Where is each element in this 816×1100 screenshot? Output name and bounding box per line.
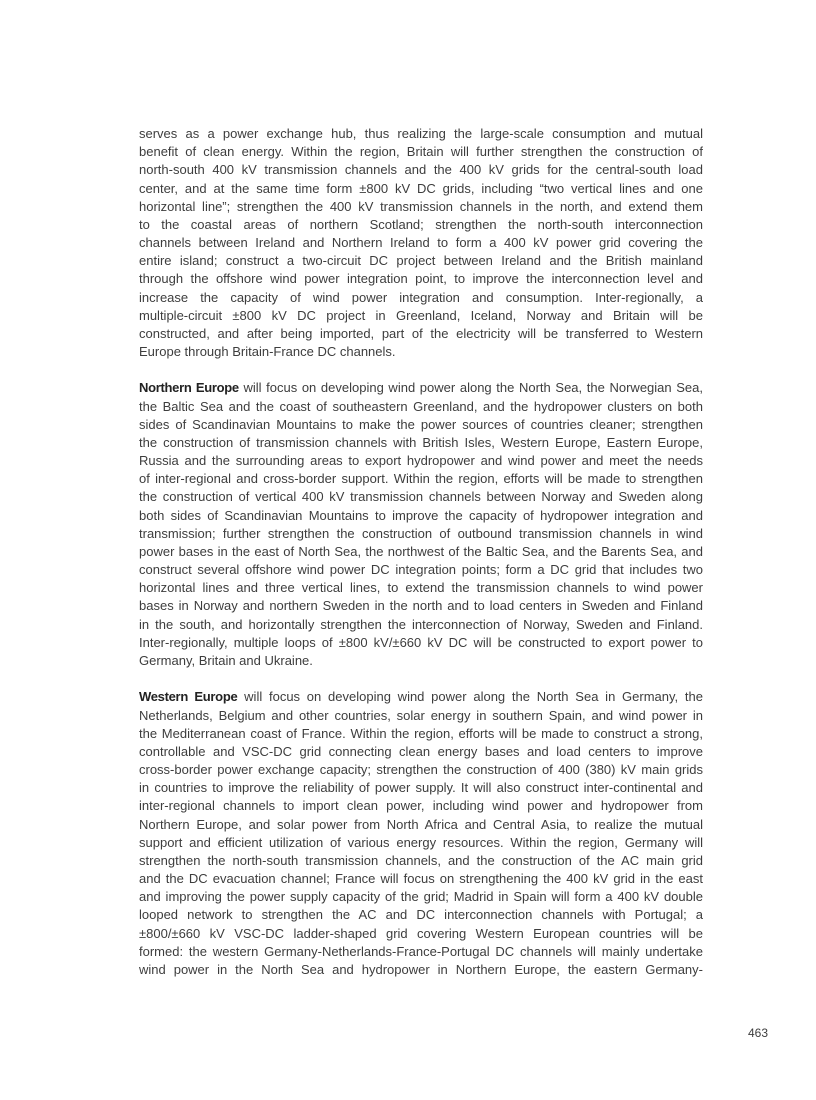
text-line	[139, 561, 703, 579]
line-text: the Baltic Sea and the coast of southeastern Greenland, and the hydropower clusters on both	[139, 398, 703, 414]
line-text: Inter-regionally, multiple loops of ±800 kV/±660 kV DC will be constructed to export power to	[139, 634, 703, 650]
text-line	[139, 634, 703, 652]
line-text: formed: the western Germany-Netherlands-France-Portugal DC channels will mainly undertake	[139, 943, 703, 959]
text-line	[139, 707, 703, 725]
text-line	[139, 416, 703, 434]
text-line	[139, 270, 703, 288]
text-line	[139, 725, 703, 743]
text-line	[139, 961, 703, 979]
line-text: benefit of clean energy. Within the region, Britain will further strengthen the construction of	[139, 144, 703, 160]
paragraph	[139, 688, 703, 979]
text-line	[139, 470, 703, 488]
line-text: support and efficient utilization of various energy resources. Within the region, Germany will	[139, 834, 703, 850]
line-text: will focus on developing wind power along the North Sea, the Norwegian Sea,	[238, 380, 703, 396]
line-text: constructed, and after being imported, part of the electricity will be transferred to Western	[139, 325, 703, 341]
line-text: horizontal line”; strengthen the 400 kV transmission channels in the north, and extend them	[139, 198, 703, 214]
text-line	[139, 834, 703, 852]
line-text: wind power in the North Sea and hydropower in Northern Europe, the eastern Germany-	[139, 961, 703, 977]
line-text: controllable and VSC-DC grid connecting clean energy bases and load centers to improve	[139, 743, 703, 759]
line-text: Germany, Britain and Ukraine.	[139, 653, 313, 668]
text-line	[139, 525, 703, 543]
text-line	[139, 543, 703, 561]
line-text: north-south 400 kV transmission channels and the 400 kV grids for the central-south load	[139, 162, 703, 178]
text-line	[139, 234, 703, 252]
line-text: to the coastal areas of northern Scotland; strengthen the north-south interconnection	[139, 216, 703, 232]
line-text: strengthen the north-south transmission channels, and the construction of the AC main grid	[139, 852, 703, 868]
line-text: the construction of transmission channels with British Isles, Western Europe, Eastern Europe,	[139, 434, 703, 450]
text-line	[139, 761, 703, 779]
text-line	[139, 143, 703, 161]
line-text: cross-border power exchange capacity; strengthen the construction of 400 (380) kV main grids	[139, 762, 703, 778]
text-line	[139, 379, 703, 397]
line-text: through the offshore wind power integration point, to improve the interconnection level and	[139, 271, 703, 287]
line-text: of inter-regional and cross-border support. Within the region, efforts will be made to strengthen	[139, 471, 703, 487]
line-text: the construction of vertical 400 kV transmission channels between Norway and Sweden along	[139, 489, 703, 505]
text-line	[139, 216, 703, 234]
line-text: Netherlands, Belgium and other countries, solar energy in southern Spain, and wind power in	[139, 707, 703, 723]
line-text: the Mediterranean coast of France. Within the region, efforts will be made to construct a strong,	[139, 725, 703, 741]
text-line	[139, 743, 703, 761]
line-text: in the south, and horizontally strengthen the interconnection of Norway, Sweden and Finland.	[139, 616, 703, 632]
text-line	[139, 688, 703, 706]
line-text: Northern Europe, and solar power from North Africa and Central Asia, to realize the mutual	[139, 816, 703, 832]
text-line	[139, 343, 703, 361]
text-line	[139, 597, 703, 615]
text-line	[139, 852, 703, 870]
text-line	[139, 888, 703, 906]
text-line	[139, 925, 703, 943]
text-line	[139, 180, 703, 198]
text-line	[139, 434, 703, 452]
text-line	[139, 779, 703, 797]
line-text: and improving the power supply capacity of the grid; Madrid in Spain will form a 400 kV double	[139, 889, 703, 905]
text-line	[139, 507, 703, 525]
text-line	[139, 398, 703, 416]
line-text: both sides of Scandinavian Mountains to improve the capacity of hydropower integration and	[139, 507, 703, 523]
text-line	[139, 488, 703, 506]
text-line	[139, 125, 703, 143]
line-text: and the DC evacuation channel; France will focus on strengthening the 400 kV grid in the east	[139, 871, 703, 887]
line-text: horizontal lines and three vertical lines, to extend the transmission channels to wind power	[139, 580, 703, 596]
line-text: channels between Ireland and Northern Ireland to form a 400 kV power grid covering the	[139, 235, 703, 251]
text-line	[139, 161, 703, 179]
text-line	[139, 307, 703, 325]
body-text	[139, 125, 703, 997]
line-text: entire island; construct a two-circuit DC project between Ireland and the British mainland	[139, 253, 703, 269]
text-line	[139, 652, 703, 670]
text-line	[139, 816, 703, 834]
line-text: transmission; further strengthen the construction of outbound transmission channels in wind	[139, 525, 703, 541]
text-line	[139, 325, 703, 343]
line-text: multiple-circuit ±800 kV DC project in Greenland, Iceland, Norway and Britain will be	[139, 307, 703, 323]
text-line	[139, 198, 703, 216]
page-number: 463	[748, 1026, 769, 1040]
text-line	[139, 870, 703, 888]
text-line	[139, 616, 703, 634]
line-text: inter-regional channels to import clean power, including wind power and hydropower from	[139, 798, 703, 814]
text-line	[139, 943, 703, 961]
text-line	[139, 252, 703, 270]
line-text: center, and at the same time form ±800 kV DC grids, including “two vertical lines and one	[139, 180, 703, 196]
text-line	[139, 906, 703, 924]
line-text: looped network to strengthen the AC and DC interconnection channels with Portugal; a	[139, 907, 703, 923]
paragraph-lead-in: Western Europe	[139, 689, 238, 705]
paragraph	[139, 379, 703, 670]
text-line	[139, 797, 703, 815]
line-text: sides of Scandinavian Mountains to make the power sources of countries cleaner; strengthen	[139, 416, 703, 432]
text-line	[139, 289, 703, 307]
text-line	[139, 579, 703, 597]
line-text: power bases in the east of North Sea, the northwest of the Baltic Sea, and the Barents Sea, and	[139, 543, 703, 559]
line-text: construct several offshore wind power DC integration points; form a DC grid that includes two	[139, 562, 703, 578]
line-text: Europe through Britain-France DC channels.	[139, 344, 396, 360]
line-text: in countries to improve the reliability of power supply. It will also construct inter-continental and	[139, 780, 703, 796]
line-text: ±800/±660 kV VSC-DC ladder-shaped grid covering Western European countries will be	[139, 925, 703, 941]
line-text: increase the capacity of wind power integration and consumption. Inter-regionally, a	[139, 289, 703, 305]
paragraph-lead-in: Northern Europe	[139, 380, 239, 396]
line-text: will focus on developing wind power along the North Sea in Germany, the	[237, 689, 703, 705]
line-text: bases in Norway and northern Sweden in the north and to load centers in Sweden and Finland	[139, 598, 703, 614]
text-line	[139, 452, 703, 470]
paragraph	[139, 125, 703, 361]
line-text: Russia and the surrounding areas to export hydropower and wind power and meet the needs	[139, 453, 703, 469]
line-text: serves as a power exchange hub, thus realizing the large-scale consumption and mutual	[139, 126, 703, 141]
